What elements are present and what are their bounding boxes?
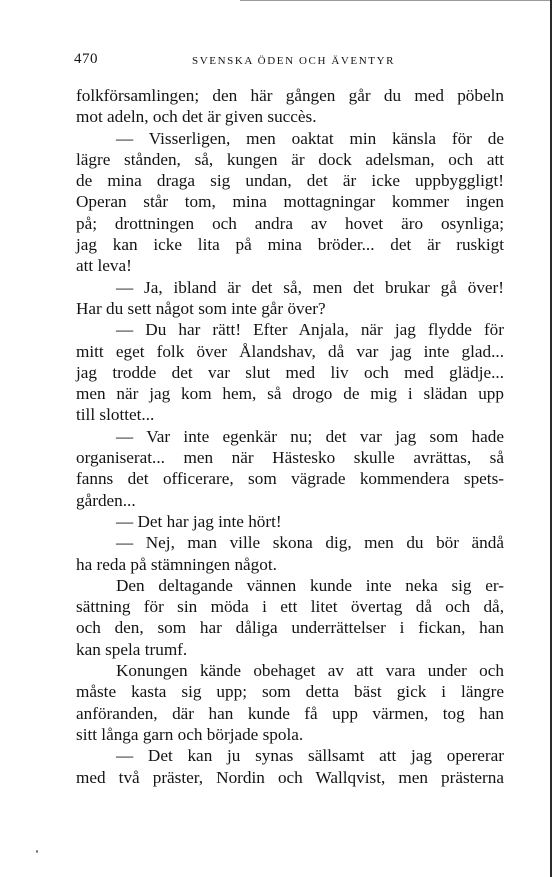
text-line: — Det har jag inte hört!: [116, 511, 282, 531]
text-line: mot adeln, och det är given succès.: [76, 107, 317, 127]
text-line: med två präster, Nordin och Wallqvist, men prästerna: [76, 767, 504, 787]
text-line: att leva!: [76, 256, 132, 276]
scan-speck: [36, 850, 38, 853]
text-line: organiserat... men när Hästesko skulle avrättas, så: [76, 448, 504, 468]
text-line: och den, som har dåliga underrättelser i fickan, han: [76, 618, 504, 638]
text-line: anföranden, där han kunde få upp värmen, tog han: [76, 703, 504, 723]
text-line: kan spela trumf.: [76, 639, 188, 659]
text-line: — Visserligen, men oaktat min känsla för de: [116, 128, 504, 148]
text-line: — Du har rätt! Efter Anjala, när jag flydde för: [116, 320, 504, 340]
text-line: på; drottningen och andra av hovet äro osynliga;: [76, 213, 504, 233]
text-line: måste kasta sig upp; som detta bäst gick i längre: [76, 682, 504, 702]
text-line: fanns det officerare, som vägrade kommendera spets-: [76, 469, 504, 489]
text-line: lägre stånden, så, kungen är dock adelsman, och att: [76, 149, 504, 169]
text-line: Konungen kände obehaget av att vara under och: [116, 661, 504, 681]
text-line: — Ja, ibland är det så, men det brukar gå över!: [116, 277, 504, 297]
body-text: [76, 85, 504, 788]
text-line: Har du sett något som inte går över?: [76, 298, 326, 318]
text-line: ha reda på stämningen något.: [76, 554, 277, 574]
text-line: folkförsamlingen; den här gången går du med pöbeln: [76, 86, 504, 105]
text-line: Den deltagande vännen kunde inte neka sig er-: [116, 575, 504, 595]
running-head: SVENSKA ÖDEN OCH ÄVENTYR: [192, 55, 396, 67]
page-header: [74, 51, 504, 71]
text-line: jag kan icke lita på mina bröder... det är ruskigt: [76, 235, 504, 255]
text-line: sitt långa garn och började spola.: [76, 724, 304, 744]
text-line: jag trodde det var slut med liv och med glädje...: [76, 362, 504, 382]
page-number: 470: [74, 51, 98, 67]
text-line: de mina draga sig undan, det är icke uppbyggligt!: [76, 171, 504, 191]
text-line: gården...: [76, 490, 136, 510]
text-line: Operan står tom, mina mottagningar kommer ingen: [76, 192, 504, 212]
scan-edge-top: [240, 0, 552, 1]
text-line: till slottet...: [76, 405, 155, 425]
text-line: — Nej, man ville skona dig, men du bör ändå: [116, 533, 504, 553]
text-line: — Det kan ju synas sällsamt att jag opererar: [116, 746, 504, 766]
text-line: — Var inte egenkär nu; det var jag som hade: [116, 426, 504, 446]
text-line: men när jag kom hem, så drogo de mig i slädan upp: [76, 384, 504, 404]
text-line: sättning för sin möda i ett litet övertag då och då,: [76, 597, 504, 617]
text-line: mitt eget folk över Ålandshav, då var jag inte glad...: [76, 341, 504, 361]
